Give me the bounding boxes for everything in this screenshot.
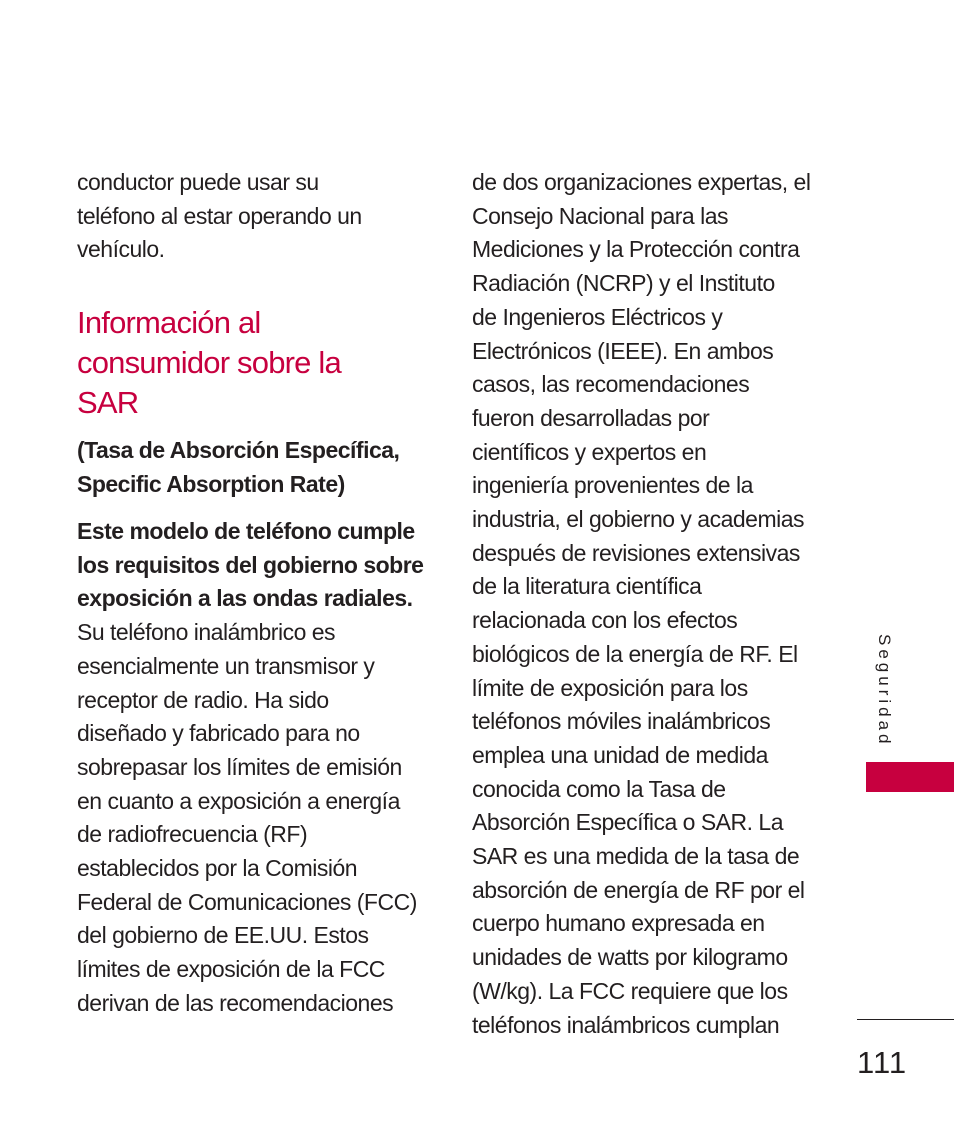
section-subheading: (Tasa de Absorción Específica, Specific Absorption Rate) bbox=[77, 437, 400, 497]
body-paragraph-left: Su teléfono inalámbrico es esencialmente un transmisor y receptor de radio. Ha sido diseñado y fabricado para no sobrepasar los límites de emisión en cuanto a exposición a energía de radiofrecuencia (RF) establecidos por la Comisión Federal de Comunicaciones (FCC) del gobierno de EE.UU. Estos límites de exposición de la FCC derivan de las recomendaciones bbox=[77, 619, 417, 1016]
lead-bold-paragraph: Este modelo de teléfono cumple los requisitos del gobierno sobre exposición a las ondas radiales. bbox=[77, 518, 424, 612]
body-paragraph-right: de dos organizaciones expertas, el Consejo Nacional para las Mediciones y la Protección contra Radiación (NCRP) y el Instituto de Ingenieros Eléctricos y Electrónicos (IEEE). En ambos casos, las recomendaciones fueron desarrolladas por científicos y expertos en ingeniería provenientes de la industria, el gobierno y academias después de revisiones extensivas de la literatura científica relacionada con los efectos biológicos de la energía de RF. El límite de exposición para los teléfonos móviles inalámbricos emplea una unidad de medida conocida como la Tasa de Absorción Específica o SAR. La SAR es una medida de la tasa de absorción de energía de RF por el cuerpo humano expresada en unidades de watts por kilogramo (W/kg). La FCC requiere que los teléfonos inalámbricos cumplan bbox=[472, 169, 811, 1038]
section-heading: Información al consumidor sobre la SAR bbox=[77, 305, 341, 420]
section-tab-label: Seguridad bbox=[875, 634, 894, 748]
right-column bbox=[472, 166, 824, 1042]
left-column bbox=[77, 166, 437, 1016]
section-tab-marker bbox=[866, 762, 954, 792]
intro-paragraph: conductor puede usar su teléfono al estar operando un vehículo. bbox=[77, 169, 362, 263]
lead-block bbox=[77, 515, 437, 1021]
page-number: 111 bbox=[857, 1045, 908, 1080]
page-number-rule bbox=[857, 1019, 954, 1020]
